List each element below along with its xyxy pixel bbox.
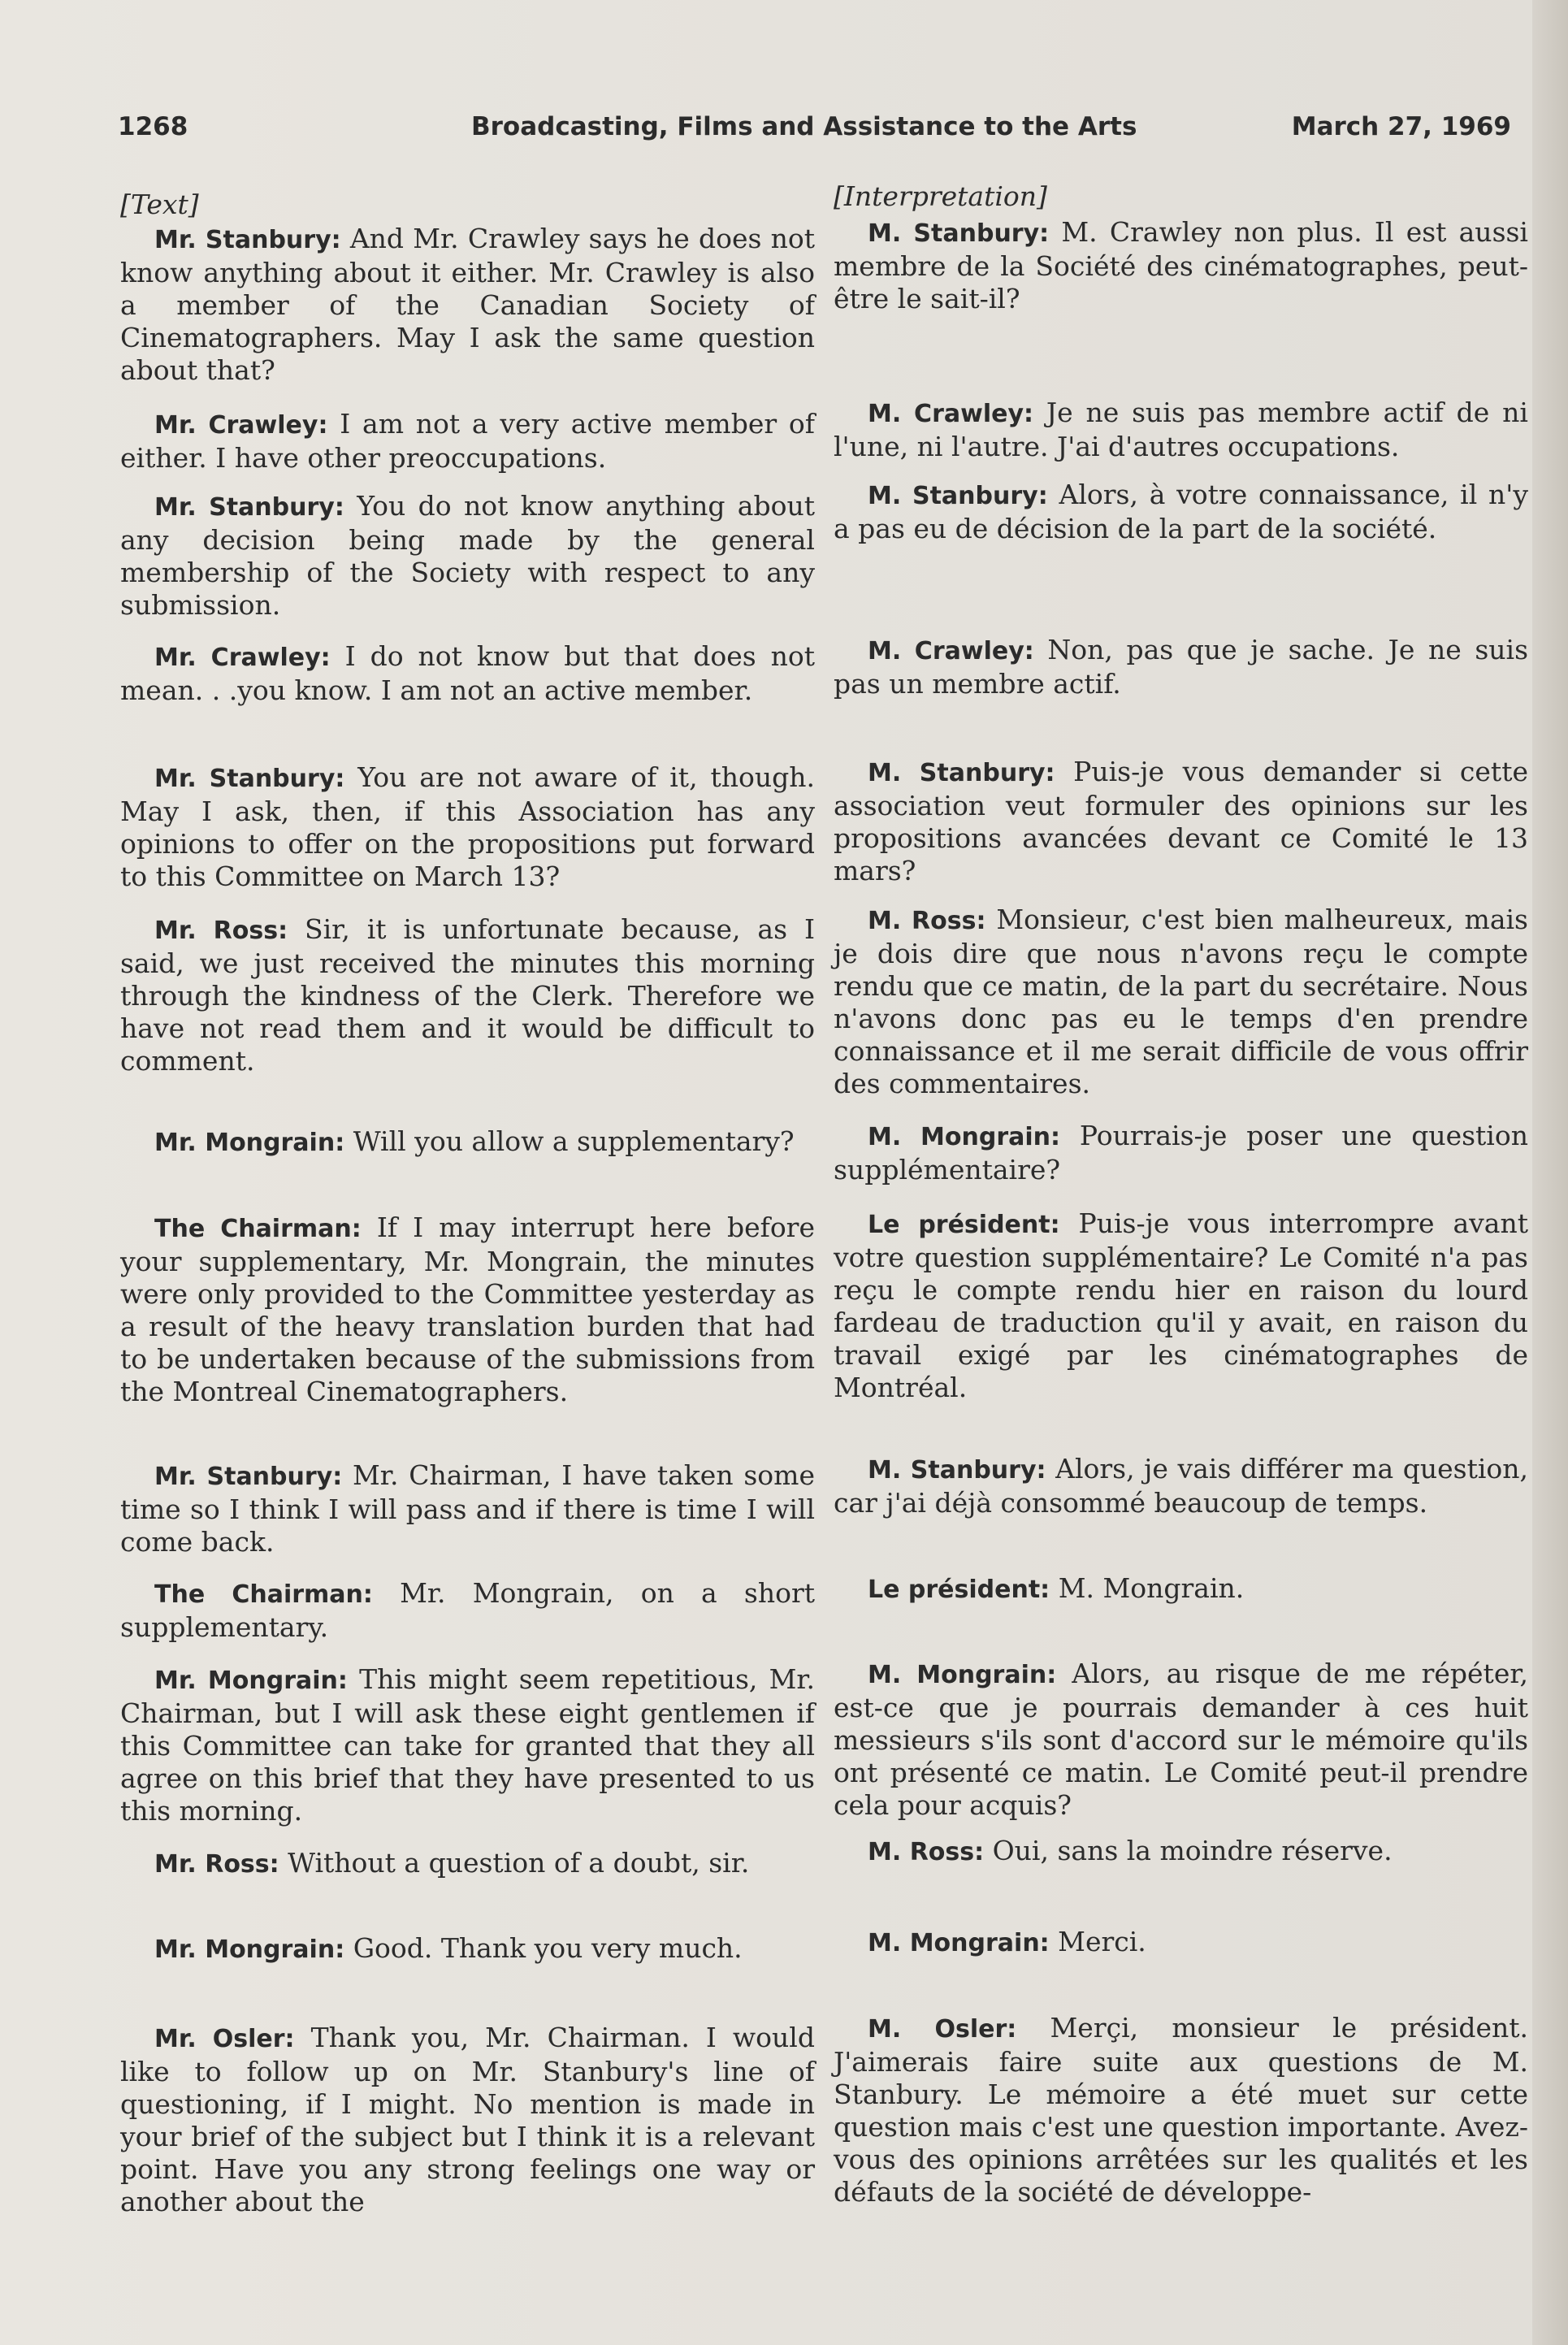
speech-text: M. Crawley non plus. Il est aussi membre de la Société des cinématographes, peut-être le sait-il?	[834, 216, 1528, 314]
speech-text: Alors, je vais différer ma question, car j'ai déjà consommé beaucoup de temps.	[834, 1453, 1528, 1519]
speech-block	[120, 1577, 815, 1644]
speaker-name: Mr. Ross:	[154, 1850, 279, 1879]
speaker-name: M. Mongrain:	[868, 1929, 1050, 1957]
speaker-name: Mr. Crawley:	[154, 411, 328, 440]
speaker-name: M. Ross:	[868, 1838, 985, 1866]
speech-text: You do not know anything about any decision being made by the general membership of the Society with respect to any submission.	[120, 490, 815, 621]
column-tag-interpretation: [Interpretation]	[834, 180, 1047, 212]
speech-block	[834, 1572, 1528, 1606]
speech-text: Pourrais-je poser une question supplémentaire?	[834, 1120, 1528, 1186]
speech-block	[120, 640, 815, 707]
column-tag-text: [Text]	[120, 189, 199, 220]
speech-text: Sir, it is unfortunate because, as I said, we just received the minutes this morning through the kindness of the Clerk. Therefore we have not read them and it would be difficult to comment.	[120, 913, 815, 1077]
speech-text: Mr. Chairman, I have taken some time so I think I will pass and if there is time I will come back.	[120, 1459, 815, 1558]
speaker-name: M. Stanbury:	[868, 482, 1048, 510]
speech-text: I do not know but that does not mean. . .you know. I am not an active member.	[120, 640, 815, 706]
speech-text: Good. Thank you very much.	[353, 1932, 743, 1964]
speech-text: I am not a very active member of either. I have other preoccupations.	[120, 408, 815, 474]
page-edge	[1532, 0, 1568, 2345]
speech-text: You are not aware of it, though. May I ask, then, if this Association has any opinions to offer on the propositions put forward to this Committee on March 13?	[120, 761, 815, 892]
speech-text: This might seem repetitious, Mr. Chairman, but I will ask these eight gentlemen if this Committee can take for granted that they all agree on this brief that they have presented to us this morning.	[120, 1663, 815, 1827]
speech-block	[834, 2012, 1528, 2208]
speech-block	[834, 1835, 1528, 1869]
speech-block	[120, 1459, 815, 1558]
speech-block	[120, 2022, 815, 2218]
speech-block	[834, 397, 1528, 463]
speaker-name: M. Stanbury:	[868, 759, 1055, 787]
speech-block	[120, 1212, 815, 1408]
speaker-name: Mr. Osler:	[154, 2025, 295, 2053]
english-column	[120, 0, 815, 2217]
page-date: March 27, 1969	[1291, 112, 1511, 141]
speech-text: Non, pas que je sache. Je ne suis pas un membre actif.	[834, 634, 1529, 700]
speaker-name: Mr. Stanbury:	[154, 493, 344, 522]
speech-block	[120, 913, 815, 1077]
speech-text: Oui, sans la moindre réserve.	[992, 1835, 1393, 1866]
speech-text: Puis-je vous interrompre avant votre question supplémentaire? Le Comité n'a pas reçu le compte rendu hier en raison du lourd fardeau de traduction qu'il y avait, en raison du travail exigé par les cinématographes de Montréal.	[834, 1207, 1528, 1403]
speaker-name: Mr. Crawley:	[154, 644, 331, 672]
french-column	[834, 0, 1529, 2208]
speaker-name: Mr. Stanbury:	[154, 1463, 343, 1491]
speech-block	[834, 1926, 1528, 1960]
speaker-name: Mr. Stanbury:	[154, 765, 345, 793]
speaker-name: Le président:	[868, 1211, 1060, 1239]
speech-block	[120, 1663, 815, 1827]
speaker-name: M. Stanbury:	[868, 219, 1050, 248]
speaker-name: M. Crawley:	[868, 400, 1034, 428]
speech-block	[120, 490, 815, 622]
speech-block	[834, 634, 1528, 700]
speech-text: Puis-je vous demander si cette association veut formuler des opinions sur les propositions avancées devant ce Comité le 13 mars?	[834, 756, 1528, 886]
speech-text: Thank you, Mr. Chairman. I would like to follow up on Mr. Stanbury's line of questioning, if I might. No mention is made in your brief of the subject but I think it is a relevant point. Have you any strong feelings one way or another about the	[120, 2022, 815, 2217]
speaker-name: M. Mongrain:	[868, 1123, 1061, 1151]
speaker-name: Le président:	[868, 1576, 1050, 1604]
speaker-name: M. Crawley:	[868, 637, 1034, 665]
speech-block	[120, 1847, 815, 1881]
speech-block	[120, 223, 815, 387]
speech-text: Mr. Mongrain, on a short supplementary.	[120, 1577, 815, 1643]
speaker-name: The Chairman:	[154, 1580, 373, 1609]
speech-block	[120, 761, 815, 893]
running-title: Broadcasting, Films and Assistance to the Arts	[471, 112, 1137, 141]
speaker-name: M. Osler:	[868, 2015, 1017, 2044]
speaker-name: Mr. Mongrain:	[154, 1667, 348, 1695]
speaker-name: M. Ross:	[868, 907, 986, 935]
speaker-name: Mr. Stanbury:	[154, 226, 341, 254]
speech-block	[834, 1120, 1528, 1186]
speech-text: Without a question of a doubt, sir.	[288, 1847, 750, 1879]
speaker-name: Mr. Ross:	[154, 917, 288, 945]
speaker-name: Mr. Mongrain:	[154, 1935, 345, 1964]
speech-text: Merci.	[1058, 1926, 1146, 1957]
speech-block	[120, 1125, 815, 1159]
speech-block	[834, 1453, 1528, 1519]
speech-block	[834, 756, 1528, 887]
speech-block	[834, 904, 1528, 1100]
speaker-name: M. Mongrain:	[868, 1661, 1057, 1689]
speech-block	[834, 216, 1528, 315]
speech-block	[834, 479, 1528, 545]
speech-block	[834, 1658, 1528, 1822]
speaker-name: The Chairman:	[154, 1215, 362, 1243]
speech-text: Merçi, monsieur le président. J'aimerais faire suite aux questions de M. Stanbury. Le mémoire a été muet sur cette question mais c'est une question importante. Avez-vous des opinions arrêtées sur les qualités et les défauts de la société de développe-	[834, 2012, 1528, 2208]
speech-text: Monsieur, c'est bien malheureux, mais je dois dire que nous n'avons reçu le compte rendu que ce matin, de la part du secrétaire. Nous n'avons donc pas eu le temps d'en prendre connaissance et il me serait difficile de vous offrir des commentaires.	[834, 904, 1528, 1099]
speaker-name: Mr. Mongrain:	[154, 1129, 345, 1157]
speech-block	[834, 1207, 1528, 1404]
page-number: 1268	[118, 112, 188, 141]
speech-text: M. Mongrain.	[1058, 1572, 1245, 1604]
speech-text: If I may interrupt here before your supplementary, Mr. Mongrain, the minutes were only provided to the Committee yesterday as a result of the heavy translation burden that had to be undertaken because of the submissions from the Montreal Cinematographers.	[120, 1212, 815, 1407]
speech-text: And Mr. Crawley says he does not know anything about it either. Mr. Crawley is also a member of the Canadian Society of Cinematographers. May I ask the same question about that?	[120, 223, 815, 386]
speech-text: Alors, à votre connaissance, il n'y a pas eu de décision de la part de la société.	[834, 479, 1528, 544]
speech-text: Je ne suis pas membre actif de ni l'une, ni l'autre. J'ai d'autres occupations.	[834, 397, 1528, 462]
speaker-name: M. Stanbury:	[868, 1456, 1046, 1485]
speech-text: Alors, au risque de me répéter, est-ce que je pourrais demander à ces huit messieurs s'ils sont d'accord sur le mémoire qu'ils ont présenté ce matin. Le Comité peut-il prendre cela pour acquis?	[834, 1658, 1528, 1821]
speech-block	[120, 408, 815, 475]
speech-block	[120, 1932, 815, 1966]
speech-text: Will you allow a supplementary?	[353, 1125, 795, 1157]
